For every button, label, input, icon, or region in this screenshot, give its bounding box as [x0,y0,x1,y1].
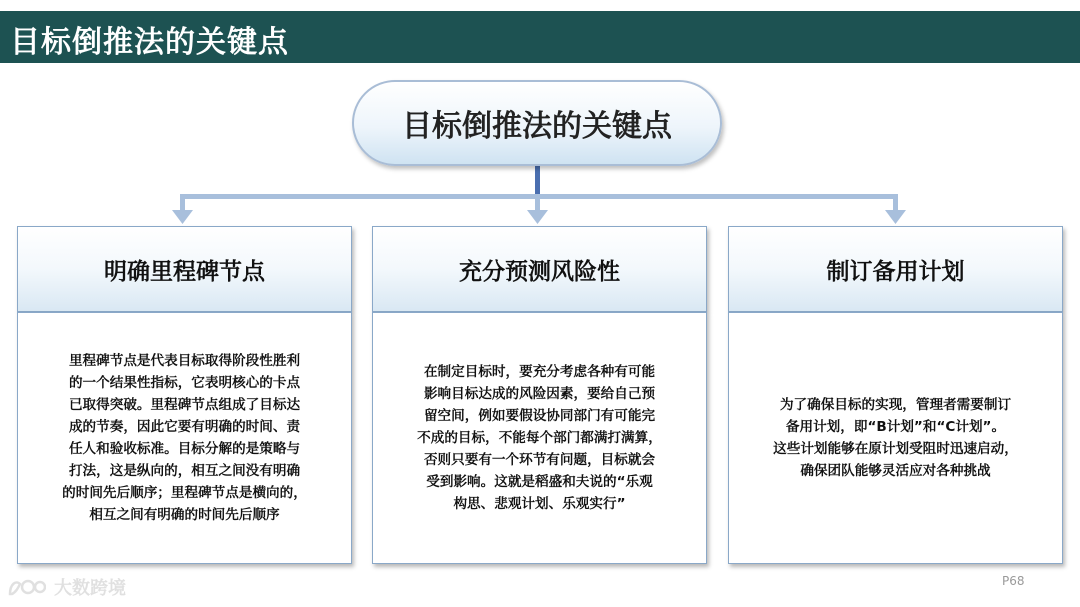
page-number: P68 [1002,574,1025,588]
column-1-body-box [17,312,352,564]
title-bar [0,11,1080,63]
text-line: 影响目标达成的风险因素，要给自己预 [423,386,656,402]
arrow-right-icon [885,210,906,224]
connector-drop-right [893,194,898,212]
text-line: 已取得突破。里程碑节点组成了目标达 [68,397,301,413]
connector-drop-left [180,194,185,212]
text-line: 里程碑节点是代表目标取得阶段性胜利 [68,353,301,369]
text-line: 打法，这是纵向的，相互之间没有明确 [68,463,301,479]
text-line: 这些计划能够在原计划受阻时迅速启动， [773,441,1018,457]
column-3-body-box [728,312,1063,564]
center-topic-pill [352,80,722,166]
text-line: 的时间先后顺序；里程碑节点是横向的， [62,485,307,501]
column-1-heading: 明确里程碑节点 [104,258,265,285]
slide-title: 目标倒推法的关键点 [10,25,289,60]
arrow-left-icon [172,210,193,224]
text-line: 留空间，例如要假设协同部门有可能完 [423,408,656,424]
column-2-heading: 充分预测风险性 [459,258,620,285]
column-2-heading-box [372,226,707,312]
text-line: 备用计划，即“B计划”和“C计划”。 [785,419,1006,435]
text-line: 的一个结果性指标，它表明核心的卡点 [68,375,301,391]
text-line: 为了确保目标的实现，管理者需要制订 [779,397,1012,413]
logo-text: 大数跨境 [54,578,126,599]
column-2-body-box [372,312,707,564]
watermark-logo [6,574,126,600]
text-line: 在制定目标时，要充分考虑各种有可能 [423,364,656,380]
logo-mark-icon [6,576,46,598]
text-line: 确保团队能够灵活应对各种挑战 [800,463,991,479]
connector-drop-middle [535,194,540,212]
text-line: 成的节奏，因此它要有明确的时间、责 [68,419,301,435]
column-1-text [62,350,307,526]
arrow-middle-icon [527,210,548,224]
column-1-heading-box [17,226,352,312]
text-line: 相互之间有明确的时间先后顺序 [89,507,280,523]
text-line: 不成的目标，不能每个部门都满打满算， [417,430,662,446]
center-topic-label: 目标倒推法的关键点 [402,109,672,144]
column-2-text [417,361,662,515]
text-line: 构思、悲观计划、乐观实行” [453,496,626,512]
column-3-heading: 制订备用计划 [826,258,965,285]
column-3-text [773,394,1018,482]
text-line: 受到影响。这就是稻盛和夫说的“乐观 [426,474,653,490]
column-3-heading-box [728,226,1063,312]
text-line: 任人和验收标准。目标分解的是策略与 [68,441,301,457]
text-line: 否则只要有一个环节有问题，目标就会 [423,452,656,468]
connector-stem [535,166,540,196]
connector-horizontal [180,194,898,199]
